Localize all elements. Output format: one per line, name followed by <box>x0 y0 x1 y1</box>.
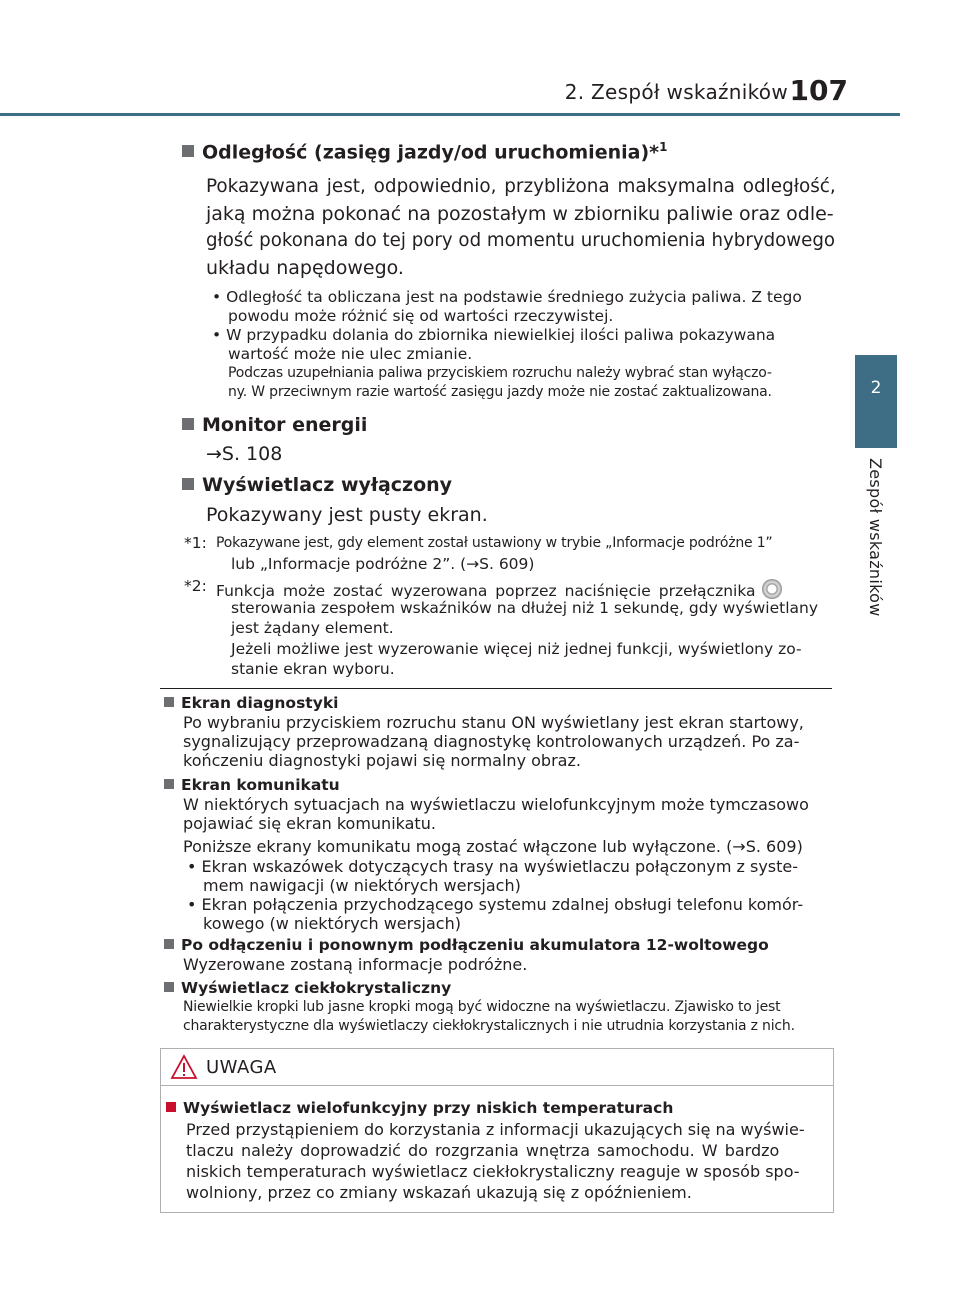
square-bullet-icon <box>164 697 174 707</box>
lcd-line: Niewielkie kropki lub jasne kropki mogą być widoczne na wyświetlaczu. Zjawisko to jest <box>183 999 781 1015</box>
lcd-heading: Wyświetlacz ciekłokrystaliczny <box>164 979 451 997</box>
diagnostics-heading: Ekran diagnostyki <box>164 694 338 712</box>
footnote-1-line: Pokazywane jest, gdy element został ustawiony w trybie „Informacje podróżne 1” <box>216 535 773 551</box>
square-bullet-icon <box>164 982 174 992</box>
chapter-tab <box>855 355 897 448</box>
footnote-2-line: Jeżeli możliwe jest wyzerowanie więcej niż jednej funkcji, wyświetlony zo- <box>231 640 802 658</box>
distance-bullet-line: • W przypadku dolania do zbiornika niewielkiej ilości paliwa pokazywana <box>212 326 776 344</box>
section-divider <box>160 688 832 689</box>
warning-line: niskich temperaturach wyświetlacz ciekłokrystaliczny reaguje w sposób spo- <box>186 1162 800 1181</box>
distance-bullet-line: Podczas uzupełniania paliwa przyciskiem rozruchu należy wybrać stan wyłączo- <box>228 365 772 381</box>
distance-bullet-line: • Odległość ta obliczana jest na podstawie średniego zużycia paliwa. Z tego <box>212 288 802 306</box>
diagnostics-line: kończeniu diagnostyki pojawi się normalny obraz. <box>183 751 581 770</box>
message-screen-heading: Ekran komunikatu <box>164 776 340 794</box>
distance-bullet-line: powodu może różnić się od wartości rzeczywistej. <box>228 307 614 325</box>
energy-ref-link[interactable]: →S. 108 <box>206 443 283 465</box>
display-off-text: Pokazywany jest pusty ekran. <box>206 504 488 526</box>
distance-para-line: Pokazywana jest, odpowiednio, przybliżona maksymalna odległość, <box>206 176 836 197</box>
warning-header-divider <box>160 1085 834 1086</box>
footnote-1-mark: *1: <box>184 534 207 552</box>
message-screen-line: Poniższe ekrany komunikatu mogą zostać włączone lub wyłączone. (→S. 609) <box>183 837 803 856</box>
warning-line: tlaczu należy doprowadzić do rozgrzania wnętrza samochodu. W bardzo <box>186 1141 780 1160</box>
footnote-2-line: jest żądany element. <box>231 619 394 637</box>
message-screen-bullet: kowego (w niektórych wersjach) <box>203 914 461 933</box>
square-bullet-icon <box>182 418 194 430</box>
square-bullet-icon <box>166 1102 176 1112</box>
warning-triangle-icon <box>170 1054 198 1080</box>
square-bullet-icon <box>164 939 174 949</box>
meter-control-switch-icon <box>762 579 782 599</box>
footnote-1-line: lub „Informacje podróżne 2”. (→S. 609) <box>231 555 535 573</box>
distance-para-line: głość pokonana do tej pory od momentu uruchomienia hybrydowego <box>206 230 836 251</box>
distance-bullet-line: ny. W przeciwnym razie wartość zasięgu jazdy może nie zostać zaktualizowana. <box>228 384 772 400</box>
lcd-line: charakterystyczne dla wyświetlaczy ciekłokrystalicznych i nie utrudnia korzystania z nich. <box>183 1018 795 1034</box>
distance-bullet-line: wartość może nie ulec zmianie. <box>228 345 473 363</box>
battery-text: Wyzerowane zostaną informacje podróżne. <box>183 955 528 974</box>
square-bullet-icon <box>182 145 194 157</box>
warning-title: UWAGA <box>206 1057 277 1078</box>
footnote-2-mark: *2: <box>184 577 207 595</box>
diagnostics-line: sygnalizujący przeprowadzaną diagnostykę kontrolowanych urządzeń. Po za- <box>183 732 800 751</box>
footnote-2-line: Funkcja może zostać wyzerowana poprzez naciśnięcie przełącznika <box>216 579 782 600</box>
distance-para-line: układu napędowego. <box>206 257 404 279</box>
chapter-number: 2 <box>870 378 882 398</box>
distance-heading: Odległość (zasięg jazdy/od uruchomienia)*$^1$ <box>182 140 667 163</box>
message-screen-line: W niektórych sytuacjach na wyświetlaczu wielofunkcyjnym może tymczasowo <box>183 795 809 814</box>
square-bullet-icon <box>164 779 174 789</box>
diagnostics-line: Po wybraniu przyciskiem rozruchu stanu ON wyświetlany jest ekran startowy, <box>183 713 804 732</box>
message-screen-line: pojawiać się ekran komunikatu. <box>183 814 436 833</box>
distance-para-line: jaką można pokonać na pozostałym w zbiorniku paliwie oraz odle- <box>206 203 834 225</box>
message-screen-bullet: • Ekran wskazówek dotyczących trasy na wyświetlaczu połączonym z syste- <box>187 857 799 876</box>
square-bullet-icon <box>182 478 194 490</box>
warning-heading: Wyświetlacz wielofunkcyjny przy niskich temperaturach <box>166 1099 673 1117</box>
message-screen-bullet: mem nawigacji (w niektórych wersjach) <box>203 876 521 895</box>
chapter-label: Zespół wskaźników <box>866 458 885 617</box>
warning-line: wolniony, przez co zmiany wskazań ukazują się z opóźnieniem. <box>186 1183 692 1202</box>
warning-line: Przed przystąpieniem do korzystania z informacji ukazujących się na wyświe- <box>186 1120 805 1139</box>
page-number: 107 <box>789 74 848 107</box>
energy-heading: Monitor energii <box>182 414 367 436</box>
display-off-heading: Wyświetlacz wyłączony <box>182 474 452 496</box>
header-rule <box>0 113 900 116</box>
footnote-2-line: sterowania zespołem wskaźników na dłużej niż 1 sekundę, gdy wyświetlany <box>231 599 818 617</box>
footnote-sup: 1 <box>659 140 668 154</box>
footnote-2-line: stanie ekran wyboru. <box>231 660 395 678</box>
message-screen-bullet: • Ekran połączenia przychodzącego systemu zdalnej obsługi telefonu komór- <box>187 895 804 914</box>
battery-heading: Po odłączeniu i ponownym podłączeniu akumulatora 12-woltowego <box>164 936 769 954</box>
header-section-title: 2. Zespół wskaźników <box>564 80 788 104</box>
